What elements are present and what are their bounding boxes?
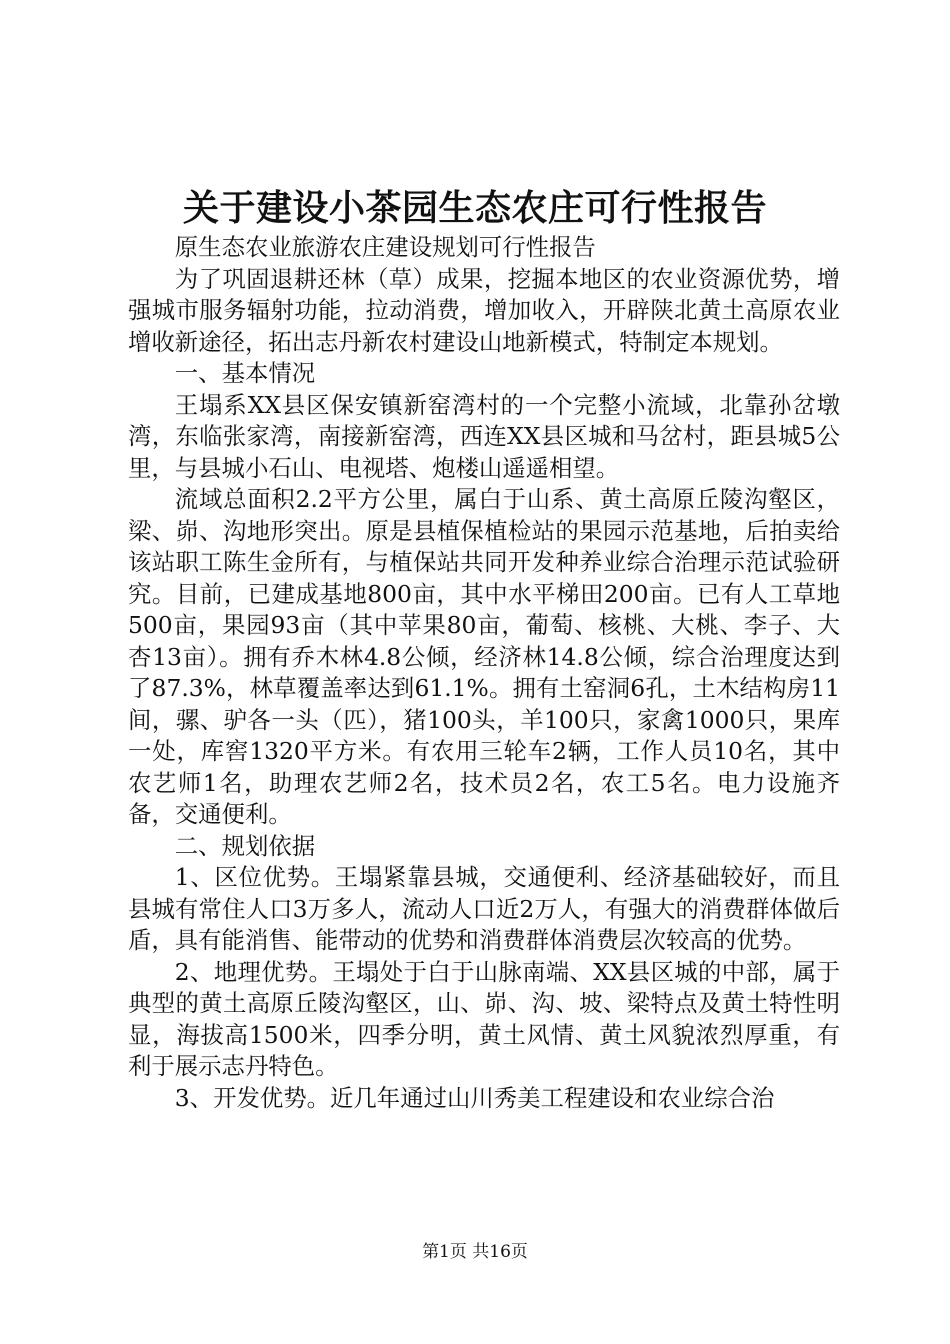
paragraph-area-details: 流域总面积2.2平方公里，属白于山系、黄土高原丘陵沟壑区，梁、峁、沟地形突出。原是县植保植检站的果园示范基地，后拍卖给该站职工陈生金所有，与植保站共同开发种养业综合治理示范试验研究。目前，已建成基地800亩，其中水平梯田200亩。已有人工草地500亩，果园93亩（其中苹果80亩，葡萄、核桃、大桃、李子、大杏13亩）。拥有乔木林4.8公倾，经济林14.8公倾，综合治理度达到了87.3%，林草覆盖率达到61.1%。拥有土窑洞6孔，土木结构房11间，骡、驴各一头（匹），猪100头，羊100只，家禽1000只，果库一处，库窖1320平方米。有农用三轮车2辆，工作人员10名，其中农艺师1名，助理农艺师2名，技术员2名，农工5名。电力设施齐备，交通便利。 (128, 485, 840, 828)
paragraph-geographic-advantage: 2、地理优势。王塌处于白于山脉南端、XX县区城的中部，属于典型的黄土高原丘陵沟壑区，山、峁、沟、坡、梁特点及黄土特性明显，海拔高1500米，四季分明，黄土风情、黄土风貌浓烈厚重，有利于展示志丹特色。 (128, 957, 840, 1080)
paragraph-subtitle: 原生态农业旅游农庄建设规划可行性报告 (174, 233, 596, 261)
document-body (128, 232, 840, 1114)
section-heading-planning-basis: 二、规划依据 (174, 831, 316, 860)
paragraph-intro: 为了巩固退耕还林（草）成果，挖掘本地区的农业资源优势，增强城市服务辐射功能，拉动消费，增加收入，开辟陕北黄土高原农业增收新途径，拓出志丹新农村建设山地新模式，特制定本规划。 (128, 264, 840, 356)
paragraph-location: 王塌系XX县区保安镇新窑湾村的一个完整小流域，北靠孙岔墩湾，东临张家湾，南接新窑湾，西连XX县区城和马岔村，距县城5公里，与县城小石山、电视塔、炮楼山遥遥相望。 (128, 390, 840, 482)
page-number-footer: 第1页 共16页 (422, 1242, 528, 1262)
paragraph-development-advantage: 3、开发优势。近几年通过山川秀美工程建设和农业综合治 (174, 1083, 775, 1112)
section-heading-basic-situation: 一、基本情况 (174, 359, 316, 387)
paragraph-location-advantage: 1、区位优势。王塌紧靠县城，交通便利、经济基础较好，而且县城有常住人口3万多人，流动人口近2万人，有强大的消费群体做后盾，具有能消售、能带动的优势和消费群体消费层次较高的优势。 (128, 863, 840, 954)
document-title: 关于建设小茶园生态农庄可行性报告 (182, 187, 767, 229)
